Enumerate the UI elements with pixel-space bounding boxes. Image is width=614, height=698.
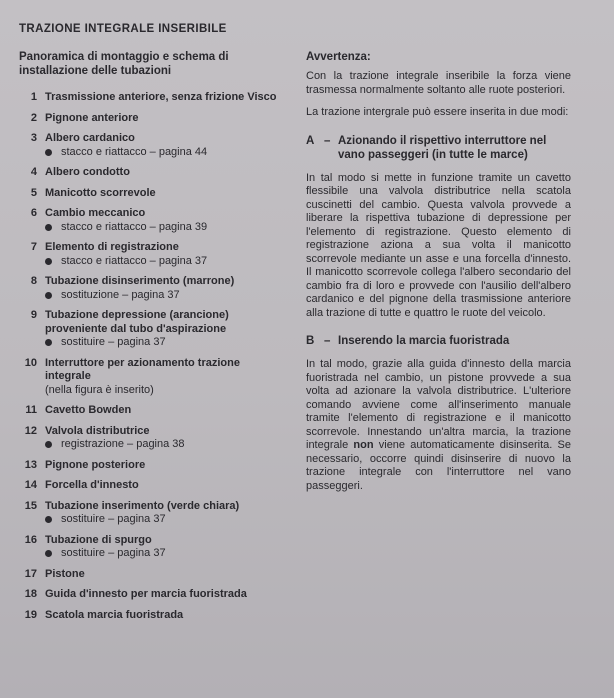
component-reference <box>45 146 284 160</box>
component-item <box>19 534 284 561</box>
component-label: Cavetto Bowden <box>45 404 132 416</box>
component-reference <box>45 221 284 235</box>
component-label: Tubazione inserimento (verde chiara) <box>45 499 240 512</box>
component-label: Tubazione di spurgo <box>45 533 152 546</box>
page-title: TRAZIONE INTEGRALE INSERIBILE <box>19 23 227 35</box>
component-item <box>19 309 284 350</box>
component-label: Pignone posteriore <box>45 458 146 471</box>
component-label: Albero cardanico <box>45 132 135 144</box>
component-item <box>19 588 284 602</box>
component-number: 16 <box>24 533 37 546</box>
component-number: 18 <box>24 588 37 600</box>
component-label: Interruttore per azionamento trazione integrale <box>45 356 240 382</box>
warning-paragraph-1: Con la trazione integrale inseribile la forza viene trasmessa normalmente soltanto alle ruote posteriori. <box>306 70 571 96</box>
component-number: 6 <box>30 207 37 219</box>
component-number: 1 <box>30 91 37 103</box>
component-reference <box>45 255 284 269</box>
components-subtitle: Panoramica di montaggio e schema di installazione delle tubazioni <box>19 51 229 77</box>
component-item <box>19 404 284 418</box>
warning-heading: Avvertenza: <box>306 51 371 63</box>
component-number: 4 <box>30 166 37 178</box>
components-column <box>19 50 284 629</box>
bullet-icon <box>45 516 52 523</box>
component-reference-text: sostituire – pagina 37 <box>61 547 166 559</box>
section-a-dash: – <box>324 134 331 147</box>
component-item <box>19 166 284 180</box>
bullet-icon <box>45 292 52 299</box>
section-a-heading <box>306 134 571 162</box>
component-label: Manicotto scorrevole <box>45 186 156 199</box>
component-label: Trasmissione anteriore, senza frizione Visco <box>45 91 277 103</box>
bullet-icon <box>45 149 52 156</box>
section-b-heading <box>306 334 571 348</box>
component-label: Forcella d'innesto <box>45 479 139 491</box>
component-item <box>19 207 284 234</box>
component-reference-text: stacco e riattacco – pagina 44 <box>61 145 208 158</box>
section-b-letter: B <box>306 335 315 347</box>
component-number: 9 <box>30 309 37 321</box>
component-label: Elemento di registrazione <box>45 241 179 253</box>
bullet-icon <box>45 550 52 557</box>
component-note: (nella figura è inserito) <box>45 383 154 396</box>
component-reference-text: sostituzione – pagina 37 <box>61 288 180 301</box>
component-reference-text: stacco e riattacco – pagina 39 <box>61 220 208 233</box>
section-b-dash: – <box>324 335 331 347</box>
component-label: Cambio meccanico <box>45 207 146 219</box>
component-label: Tubazione disinserimento (marrone) <box>45 275 235 287</box>
section-a-letter: A <box>306 134 315 147</box>
component-item <box>19 357 284 398</box>
bullet-icon <box>45 224 52 231</box>
section-b-text-1: In tal modo, grazie alla guida d'innesto della marcia fuoristrada nel cambio, un pistone provvede a sua volta ad azionare la valvola distributrice. L'ulteriore comando avviene come all'inserimento manuale tramite l'elemento di registrazione e il manicotto scorrevole. Innestando un'altra marcia, la trazione integrale <box>306 358 571 451</box>
notes-column <box>306 50 571 502</box>
component-item <box>19 112 284 126</box>
component-item <box>19 275 284 302</box>
section-a-paragraph: In tal modo si mette in funzione tramite un cavetto flessibile una valvola distributrice nella scatola cuscinetti del cambio. Questa valvola provvede a liberare la rispettiva tubazione di depressione per l'elemento di registrazione. Questo elemento di registrazione aziona a sua volta il manicotto scorrevole mediante un asse e una forcella d'innesto. Il manicotto scorrevole collega l'albero secondario del cambio fra di loro e provvede con l'ausilio dell'albero cardanico e del pignone della trasmissione anteriore alla trazione di tutte e quattro le ruote del veicolo. <box>306 171 571 319</box>
component-number: 12 <box>24 424 37 437</box>
bullet-icon <box>45 339 52 346</box>
bullet-icon <box>45 258 52 265</box>
component-number: 19 <box>24 608 37 621</box>
component-number: 3 <box>30 132 37 144</box>
component-number: 17 <box>24 567 37 580</box>
component-reference <box>45 336 284 350</box>
section-b-text-2: viene automaticamente disinserita. Se necessario, occorre quindi disinserire di nuovo la trazione integrale con l'interruttore nel vano passeggeri. <box>306 439 571 492</box>
component-item <box>19 241 284 268</box>
component-reference <box>45 547 284 561</box>
component-reference <box>45 513 284 527</box>
component-item <box>19 187 284 201</box>
component-label: Valvola distributrice <box>45 424 150 437</box>
section-b-emphasis: non <box>353 439 374 451</box>
component-item <box>19 459 284 473</box>
section-a-title: Azionando il rispettivo interruttore nel vano passeggeri (in tutte le marce) <box>338 134 547 161</box>
section-b-title: Inserendo la marcia fuoristrada <box>338 335 510 347</box>
component-label: Scatola marcia fuoristrada <box>45 608 184 621</box>
component-number: 11 <box>25 404 37 416</box>
component-label: Guida d'innesto per marcia fuoristrada <box>45 588 247 600</box>
component-reference <box>45 289 284 303</box>
component-number: 15 <box>24 499 37 512</box>
component-number: 14 <box>24 479 37 491</box>
component-item <box>19 479 284 493</box>
section-b-paragraph <box>306 358 571 493</box>
component-item <box>19 609 284 623</box>
component-label: Pistone <box>45 567 85 580</box>
component-reference-text: stacco e riattacco – pagina 37 <box>61 254 208 267</box>
component-reference-text: registrazione – pagina 38 <box>61 438 185 450</box>
bullet-icon <box>45 441 52 448</box>
component-number: 13 <box>24 458 37 471</box>
component-number: 5 <box>30 186 37 199</box>
component-item <box>19 500 284 527</box>
component-number: 10 <box>24 356 37 369</box>
component-reference <box>45 438 284 452</box>
component-number: 8 <box>30 275 37 287</box>
component-reference-text: sostituire – pagina 37 <box>61 513 166 525</box>
component-item <box>19 132 284 159</box>
component-item <box>19 568 284 582</box>
warning-paragraph-2: La trazione intergrale può essere inserita in due modi: <box>306 106 569 118</box>
component-reference-text: sostituire – pagina 37 <box>61 336 166 348</box>
component-number: 7 <box>30 241 37 253</box>
components-list <box>19 91 284 622</box>
component-label: Pignone anteriore <box>45 111 139 124</box>
component-item <box>19 91 284 105</box>
component-number: 2 <box>30 111 37 124</box>
component-label: Albero condotto <box>45 166 130 178</box>
component-item <box>19 425 284 452</box>
component-label: Tubazione depressione (arancione) proveniente dal tubo d'aspirazione <box>45 309 229 335</box>
